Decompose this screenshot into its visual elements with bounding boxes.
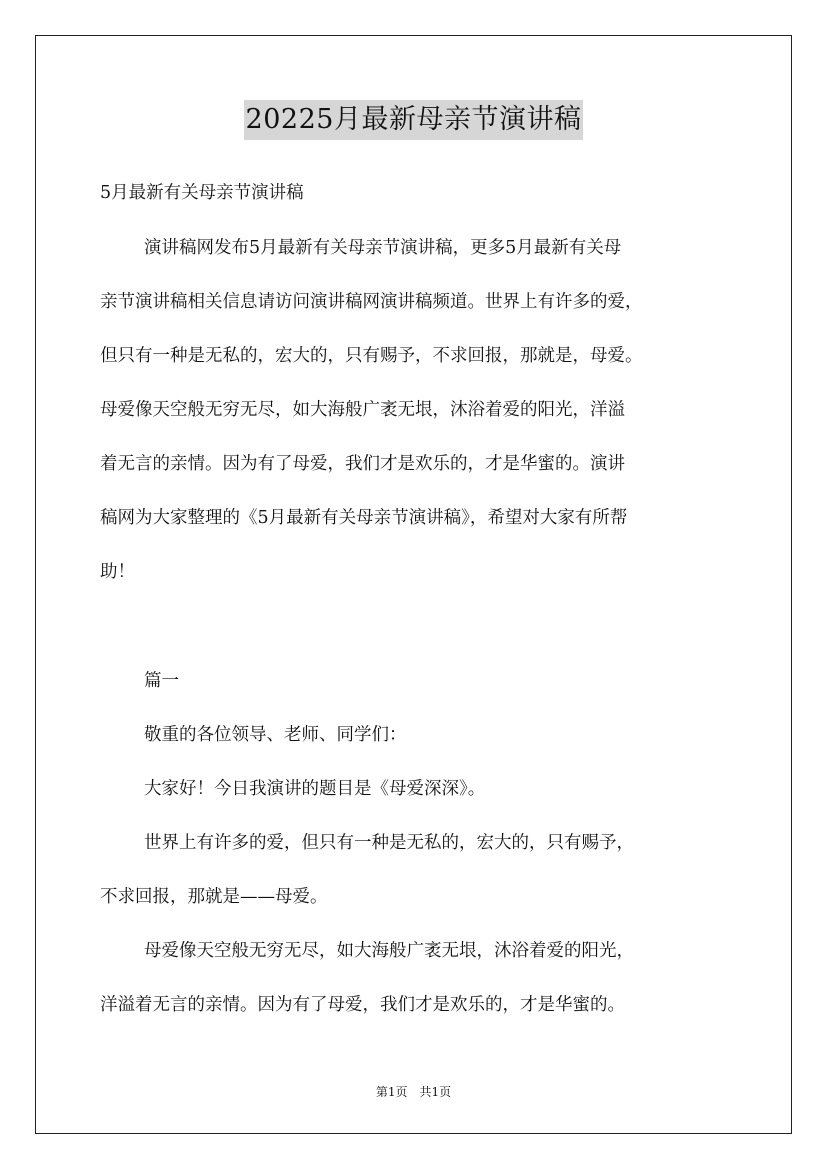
paragraph-line: 洋溢着无言的亲情。因为有了母爱，我们才是欢乐的，才是华蜜的。 — [100, 995, 625, 1015]
document-subtitle: 5月最新有关母亲节演讲稿 — [100, 183, 304, 203]
section-heading: 篇一 — [144, 671, 179, 691]
paragraph-line: 母爱像天空般无穷无尽，如大海般广袤无垠，沐浴着爱的阳光， — [144, 941, 634, 961]
intro-line: 着无言的亲情。因为有了母爱，我们才是欢乐的，才是华蜜的。演讲 — [100, 454, 625, 474]
opening-line: 大家好！今日我演讲的题目是《母爱深深》。 — [144, 779, 486, 799]
intro-line: 演讲稿网发布5月最新有关母亲节演讲稿，更多5月最新有关母 — [144, 238, 622, 258]
paragraph-line: 世界上有许多的爱，但只有一种是无私的，宏大的，只有赐予， — [144, 833, 634, 853]
intro-line: 母爱像天空般无穷无尽，如大海般广袤无垠，沐浴着爱的阳光，洋溢 — [100, 400, 625, 420]
page-footer: 第1页 共1页 — [375, 1085, 452, 1099]
greeting: 敬重的各位领导、老师、同学们： — [144, 725, 407, 745]
title-container — [0, 100, 827, 140]
intro-line: 但只有一种是无私的，宏大的，只有赐予，不求回报，那就是，母爱。 — [100, 346, 643, 366]
intro-line: 稿网为大家整理的《5月最新有关母亲节演讲稿》，希望对大家有所帮 — [100, 508, 628, 528]
intro-line: 亲节演讲稿相关信息请访问演讲稿网演讲稿频道。世界上有许多的爱， — [100, 292, 643, 312]
intro-line: 助！ — [100, 562, 135, 582]
paragraph-line: 不求回报，那就是——母爱。 — [100, 887, 328, 907]
document-title: 20225月最新母亲节演讲稿 — [244, 100, 584, 140]
